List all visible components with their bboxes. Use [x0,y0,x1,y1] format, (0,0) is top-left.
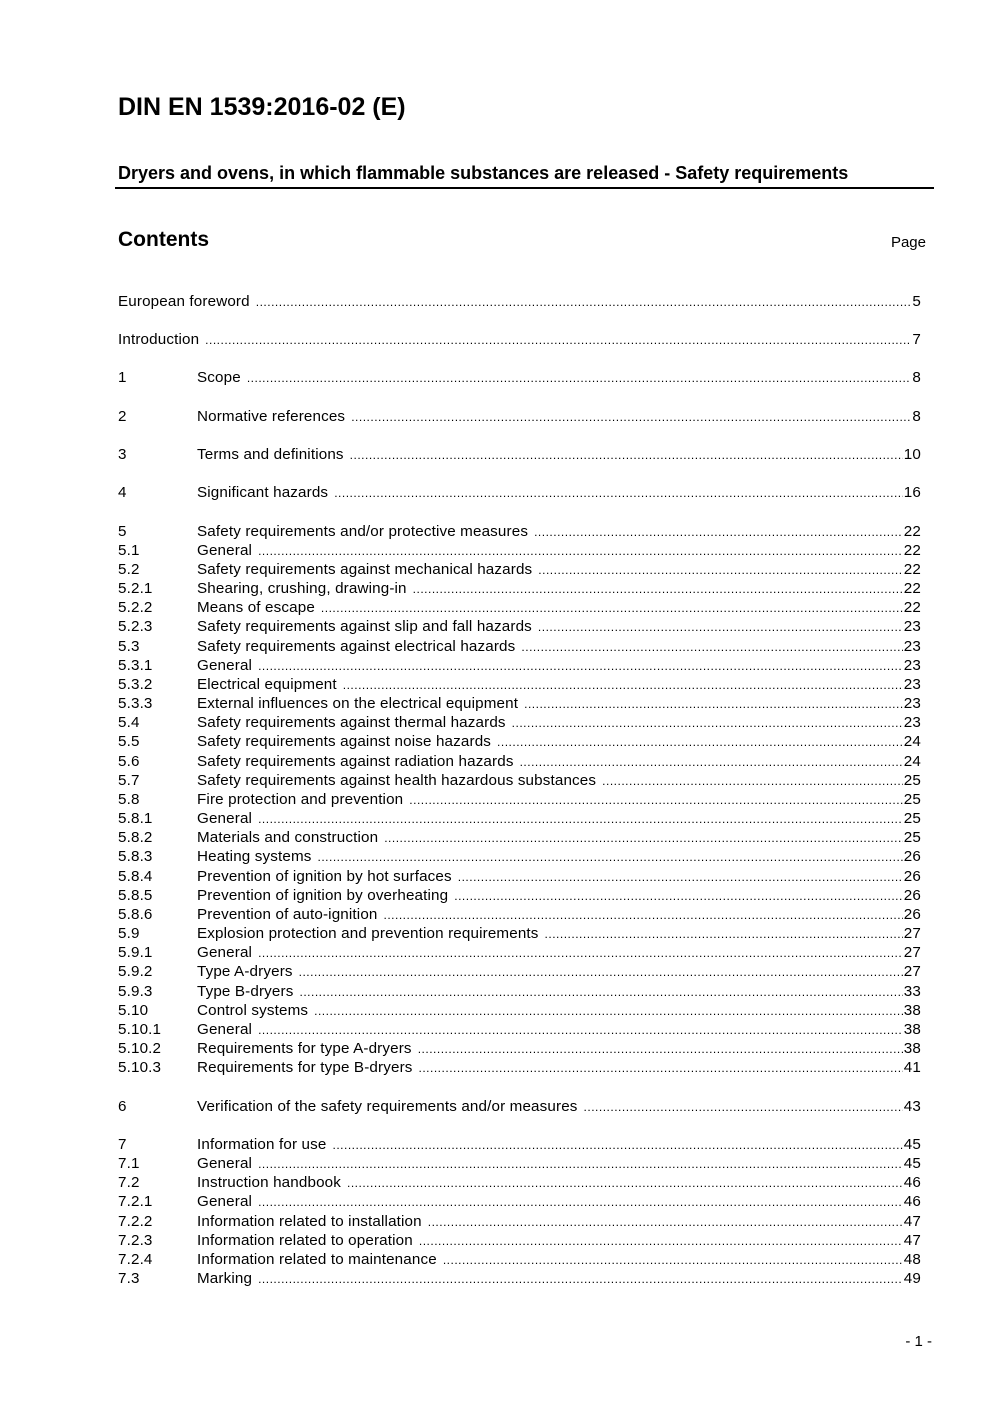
toc-entry-page: 24 [903,733,921,750]
toc-leader-dots [258,657,903,676]
toc-entry-number: 7.2 [118,1174,140,1191]
toc-leader-dots [497,733,903,752]
toc-entry-page: 38 [903,1040,921,1057]
toc-entry-title: Requirements for type B-dryers [197,1059,413,1076]
toc-entry[interactable] [118,1058,921,1077]
toc-entry[interactable] [118,598,921,617]
toc-entry-page: 48 [903,1251,921,1268]
toc-entry-page: 23 [903,638,921,655]
toc-leader-dots [256,293,912,312]
toc-entry-number: 5.8.6 [118,906,153,923]
toc-leader-dots [299,983,902,1002]
toc-entry-number: 5.8.4 [118,868,153,885]
toc-entry-title: Scope [197,369,241,386]
toc-leader-dots [318,848,903,867]
toc-entry-title: Information related to installation [197,1213,422,1230]
toc-entry-number: 5.7 [118,772,140,789]
toc-leader-dots [258,1155,903,1174]
toc-entry-title: Materials and construction [197,829,379,846]
toc-entry-title: Requirements for type A-dryers [197,1040,412,1057]
toc-leader-dots [299,963,903,982]
toc-entry-title: Instruction handbook [197,1174,342,1191]
toc-entry-title: General [197,1021,253,1038]
toc-entry-page: 38 [903,1002,921,1019]
contents-heading: Contents [118,228,209,251]
toc-entry-page: 16 [903,484,921,501]
toc-entry[interactable] [118,732,921,751]
toc-entry[interactable] [118,1154,921,1173]
toc-entry-title: General [197,657,253,674]
toc-entry[interactable] [118,330,921,349]
toc-entry-number: 5 [118,523,127,540]
toc-entry-number: 5.5 [118,733,140,750]
toc-entry-page: 26 [903,887,921,904]
toc-entry[interactable] [118,368,921,387]
toc-leader-dots [247,369,912,388]
toc-entry[interactable] [118,867,921,886]
toc-entry-number: 5.3.1 [118,657,153,674]
toc-entry-page: 25 [903,791,921,808]
toc-entry-title: Terms and definitions [197,446,344,463]
toc-entry-page: 23 [903,714,921,731]
toc-entry-title: Electrical equipment [197,676,337,693]
toc-entry-page: 23 [903,618,921,635]
toc-entry-title: Information related to operation [197,1232,413,1249]
toc-entry-page: 5 [912,293,921,310]
toc-entry-number: 5.9.2 [118,963,153,980]
toc-entry-page: 8 [912,369,921,386]
toc-entry-number: 5.4 [118,714,140,731]
toc-entry-title: General [197,542,253,559]
toc-entry-title: Type B-dryers [197,983,294,1000]
toc-entry-page: 25 [903,810,921,827]
toc-leader-dots [205,331,911,350]
toc-leader-dots [428,1213,903,1232]
toc-entry[interactable] [118,1039,921,1058]
toc-entry-title: Verification of the safety requirements and/or measures [197,1098,578,1115]
toc-entry-page: 22 [903,523,921,540]
toc-entry-page: 26 [903,848,921,865]
toc-leader-dots [332,1136,902,1155]
toc-entry[interactable] [118,1192,921,1211]
toc-entry[interactable] [118,522,921,541]
toc-entry-page: 22 [903,599,921,616]
toc-entry-page: 33 [903,983,921,1000]
toc-entry-number: 5.2 [118,561,140,578]
toc-entry[interactable] [118,790,921,809]
toc-entry-title: Introduction [118,331,200,348]
toc-leader-dots [524,695,903,714]
toc-entry-page: 8 [912,408,921,425]
toc-entry-page: 38 [903,1021,921,1038]
toc-entry-number: 7.2.3 [118,1232,153,1249]
toc-entry-number: 1 [118,369,127,386]
toc-entry[interactable] [118,828,921,847]
toc-entry-title: Safety requirements against thermal hazards [197,714,506,731]
toc-leader-dots [538,618,903,637]
toc-entry-number: 6 [118,1098,127,1115]
toc-entry-page: 24 [903,753,921,770]
toc-entry-number: 5.10 [118,1002,149,1019]
toc-entry-page: 47 [903,1232,921,1249]
toc-entry-title: General [197,1155,253,1172]
toc-leader-dots [413,580,903,599]
toc-entry[interactable] [118,1135,921,1154]
toc-entry-number: 5.3.2 [118,676,153,693]
toc-entry-page: 41 [903,1059,921,1076]
toc-leader-dots [458,868,903,887]
toc-entry[interactable] [118,886,921,905]
toc-entry-title: Safety requirements against health hazardous substances [197,772,597,789]
toc-leader-dots [545,925,903,944]
toc-entry-page: 23 [903,676,921,693]
toc-entry-number: 5.2.1 [118,580,153,597]
toc-entry-title: Shearing, crushing, drawing-in [197,580,407,597]
toc-leader-dots [409,791,903,810]
toc-leader-dots [258,944,903,963]
toc-entry-page: 46 [903,1193,921,1210]
toc-leader-dots [512,714,903,733]
toc-leader-dots [384,906,903,925]
toc-entry-page: 22 [903,561,921,578]
toc-entry-page: 26 [903,906,921,923]
toc-entry-number: 2 [118,408,127,425]
toc-leader-dots [419,1232,903,1251]
toc-entry-number: 5.10.3 [118,1059,162,1076]
page-number-footer: - 1 - [905,1333,932,1350]
page-column-label: Page [890,234,926,251]
toc-entry[interactable] [118,541,921,560]
toc-leader-dots [258,1270,903,1289]
toc-leader-dots [418,1040,903,1059]
toc-leader-dots [443,1251,903,1270]
toc-entry-number: 5.10.2 [118,1040,162,1057]
toc-entry-page: 23 [903,695,921,712]
toc-entry-number: 5.8.3 [118,848,153,865]
toc-entry-title: Prevention of ignition by hot surfaces [197,868,452,885]
toc-entry[interactable] [118,847,921,866]
toc-entry[interactable] [118,771,921,790]
toc-entry[interactable] [118,1173,921,1192]
toc-entry-title: Safety requirements against radiation hazards [197,753,514,770]
toc-entry-page: 45 [903,1136,921,1153]
toc-entry[interactable] [118,579,921,598]
toc-entry-title: General [197,1193,253,1210]
toc-leader-dots [258,810,903,829]
toc-entry[interactable] [118,809,921,828]
toc-entry-number: 5.3.3 [118,695,153,712]
toc-entry[interactable] [118,1269,921,1288]
toc-entry-page: 43 [903,1098,921,1115]
toc-leader-dots [454,887,903,906]
toc-entry[interactable] [118,1020,921,1039]
toc-entry-number: 5.2.3 [118,618,153,635]
toc-entry[interactable] [118,445,921,464]
toc-entry[interactable] [118,752,921,771]
toc-entry-title: Control systems [197,1002,309,1019]
toc-leader-dots [258,1021,903,1040]
toc-entry-page: 22 [903,580,921,597]
toc-leader-dots [321,599,903,618]
toc-entry-title: Safety requirements against slip and fall hazards [197,618,532,635]
toc-entry[interactable] [118,694,921,713]
toc-entry-page: 10 [903,446,921,463]
toc-entry[interactable] [118,292,921,311]
toc-entry-title: General [197,810,253,827]
toc-leader-dots [419,1059,903,1078]
toc-entry-title: Marking [197,1270,253,1287]
toc-entry-number: 7 [118,1136,127,1153]
toc-entry-number: 5.2.2 [118,599,153,616]
toc-leader-dots [584,1098,903,1117]
toc-entry[interactable] [118,560,921,579]
toc-entry-page: 27 [903,944,921,961]
toc-leader-dots [258,1193,903,1212]
toc-entry[interactable] [118,617,921,636]
toc-leader-dots [521,638,902,657]
document-title: DIN EN 1539:2016-02 (E) [118,93,406,121]
toc-entry-title: Information for use [197,1136,327,1153]
toc-entry[interactable] [118,1250,921,1269]
toc-entry-number: 7.2.2 [118,1213,153,1230]
toc-leader-dots [384,829,903,848]
toc-entry-number: 5.8.1 [118,810,153,827]
toc-leader-dots [534,523,903,542]
toc-entry-title: Safety requirements against electrical hazards [197,638,516,655]
toc-entry-page: 25 [903,772,921,789]
toc-entry-page: 46 [903,1174,921,1191]
toc-entry[interactable] [118,675,921,694]
toc-entry-number: 5.8.2 [118,829,153,846]
toc-entry-number: 5.8 [118,791,140,808]
toc-entry-title: Fire protection and prevention [197,791,404,808]
toc-entry[interactable] [118,656,921,675]
toc-entry-number: 5.9 [118,925,140,942]
toc-entry-title: Explosion protection and prevention requirements [197,925,539,942]
toc-leader-dots [520,753,903,772]
toc-entry-number: 5.9.3 [118,983,153,1000]
toc-entry-number: 5.1 [118,542,140,559]
toc-entry-title: General [197,944,253,961]
toc-entry-title: Type A-dryers [197,963,293,980]
toc-entry-number: 7.3 [118,1270,140,1287]
toc-entry-page: 23 [903,657,921,674]
toc-entry[interactable] [118,905,921,924]
toc-entry-number: 3 [118,446,127,463]
toc-leader-dots [350,446,903,465]
toc-entry[interactable] [118,1097,921,1116]
toc-entry-number: 7.2.1 [118,1193,153,1210]
toc-entry-title: European foreword [118,293,250,310]
toc-entry[interactable] [118,483,921,502]
toc-entry-title: Safety requirements and/or protective measures [197,523,529,540]
toc-entry-page: 7 [912,331,921,348]
toc-entry[interactable] [118,1001,921,1020]
toc-entry-number: 5.6 [118,753,140,770]
toc-leader-dots [343,676,903,695]
toc-entry-title: External influences on the electrical equipment [197,695,519,712]
toc-leader-dots [258,542,903,561]
toc-entry-page: 45 [903,1155,921,1172]
toc-entry-page: 22 [903,542,921,559]
toc-entry-number: 5.10.1 [118,1021,162,1038]
toc-entry-title: Information related to maintenance [197,1251,437,1268]
toc-entry-number: 7.1 [118,1155,140,1172]
toc-entry-title: Means of escape [197,599,315,616]
toc-entry[interactable] [118,962,921,981]
toc-entry-page: 27 [903,925,921,942]
toc-entry-page: 49 [903,1270,921,1287]
document-subtitle: Dryers and ovens, in which flammable substances are released - Safety requirements [118,163,849,183]
toc-entry-title: Prevention of ignition by overheating [197,887,449,904]
toc-leader-dots [538,561,903,580]
toc-entry[interactable] [118,924,921,943]
toc-leader-dots [334,484,903,503]
toc-entry[interactable] [118,713,921,732]
toc-entry[interactable] [118,1212,921,1231]
toc-entry[interactable] [118,982,921,1001]
toc-entry[interactable] [118,943,921,962]
toc-leader-dots [347,1174,903,1193]
toc-entry-number: 5.3 [118,638,140,655]
toc-entry-page: 27 [903,963,921,980]
toc-entry-number: 5.8.5 [118,887,153,904]
toc-entry[interactable] [118,407,921,426]
toc-entry-title: Prevention of auto-ignition [197,906,378,923]
toc-entry-number: 7.2.4 [118,1251,153,1268]
toc-entry-title: Significant hazards [197,484,329,501]
toc-leader-dots [314,1002,903,1021]
toc-leader-dots [351,408,911,427]
toc-leader-dots [602,772,903,791]
toc-entry-page: 26 [903,868,921,885]
title-divider [115,187,934,189]
toc-entry-title: Heating systems [197,848,312,865]
toc-entry-number: 4 [118,484,127,501]
toc-entry[interactable] [118,637,921,656]
toc-entry-title: Normative references [197,408,346,425]
toc-entry-page: 47 [903,1213,921,1230]
toc-entry-number: 5.9.1 [118,944,153,961]
toc-entry-title: Safety requirements against noise hazards [197,733,492,750]
toc-entry-title: Safety requirements against mechanical hazards [197,561,533,578]
toc-entry-page: 25 [903,829,921,846]
toc-entry[interactable] [118,1231,921,1250]
